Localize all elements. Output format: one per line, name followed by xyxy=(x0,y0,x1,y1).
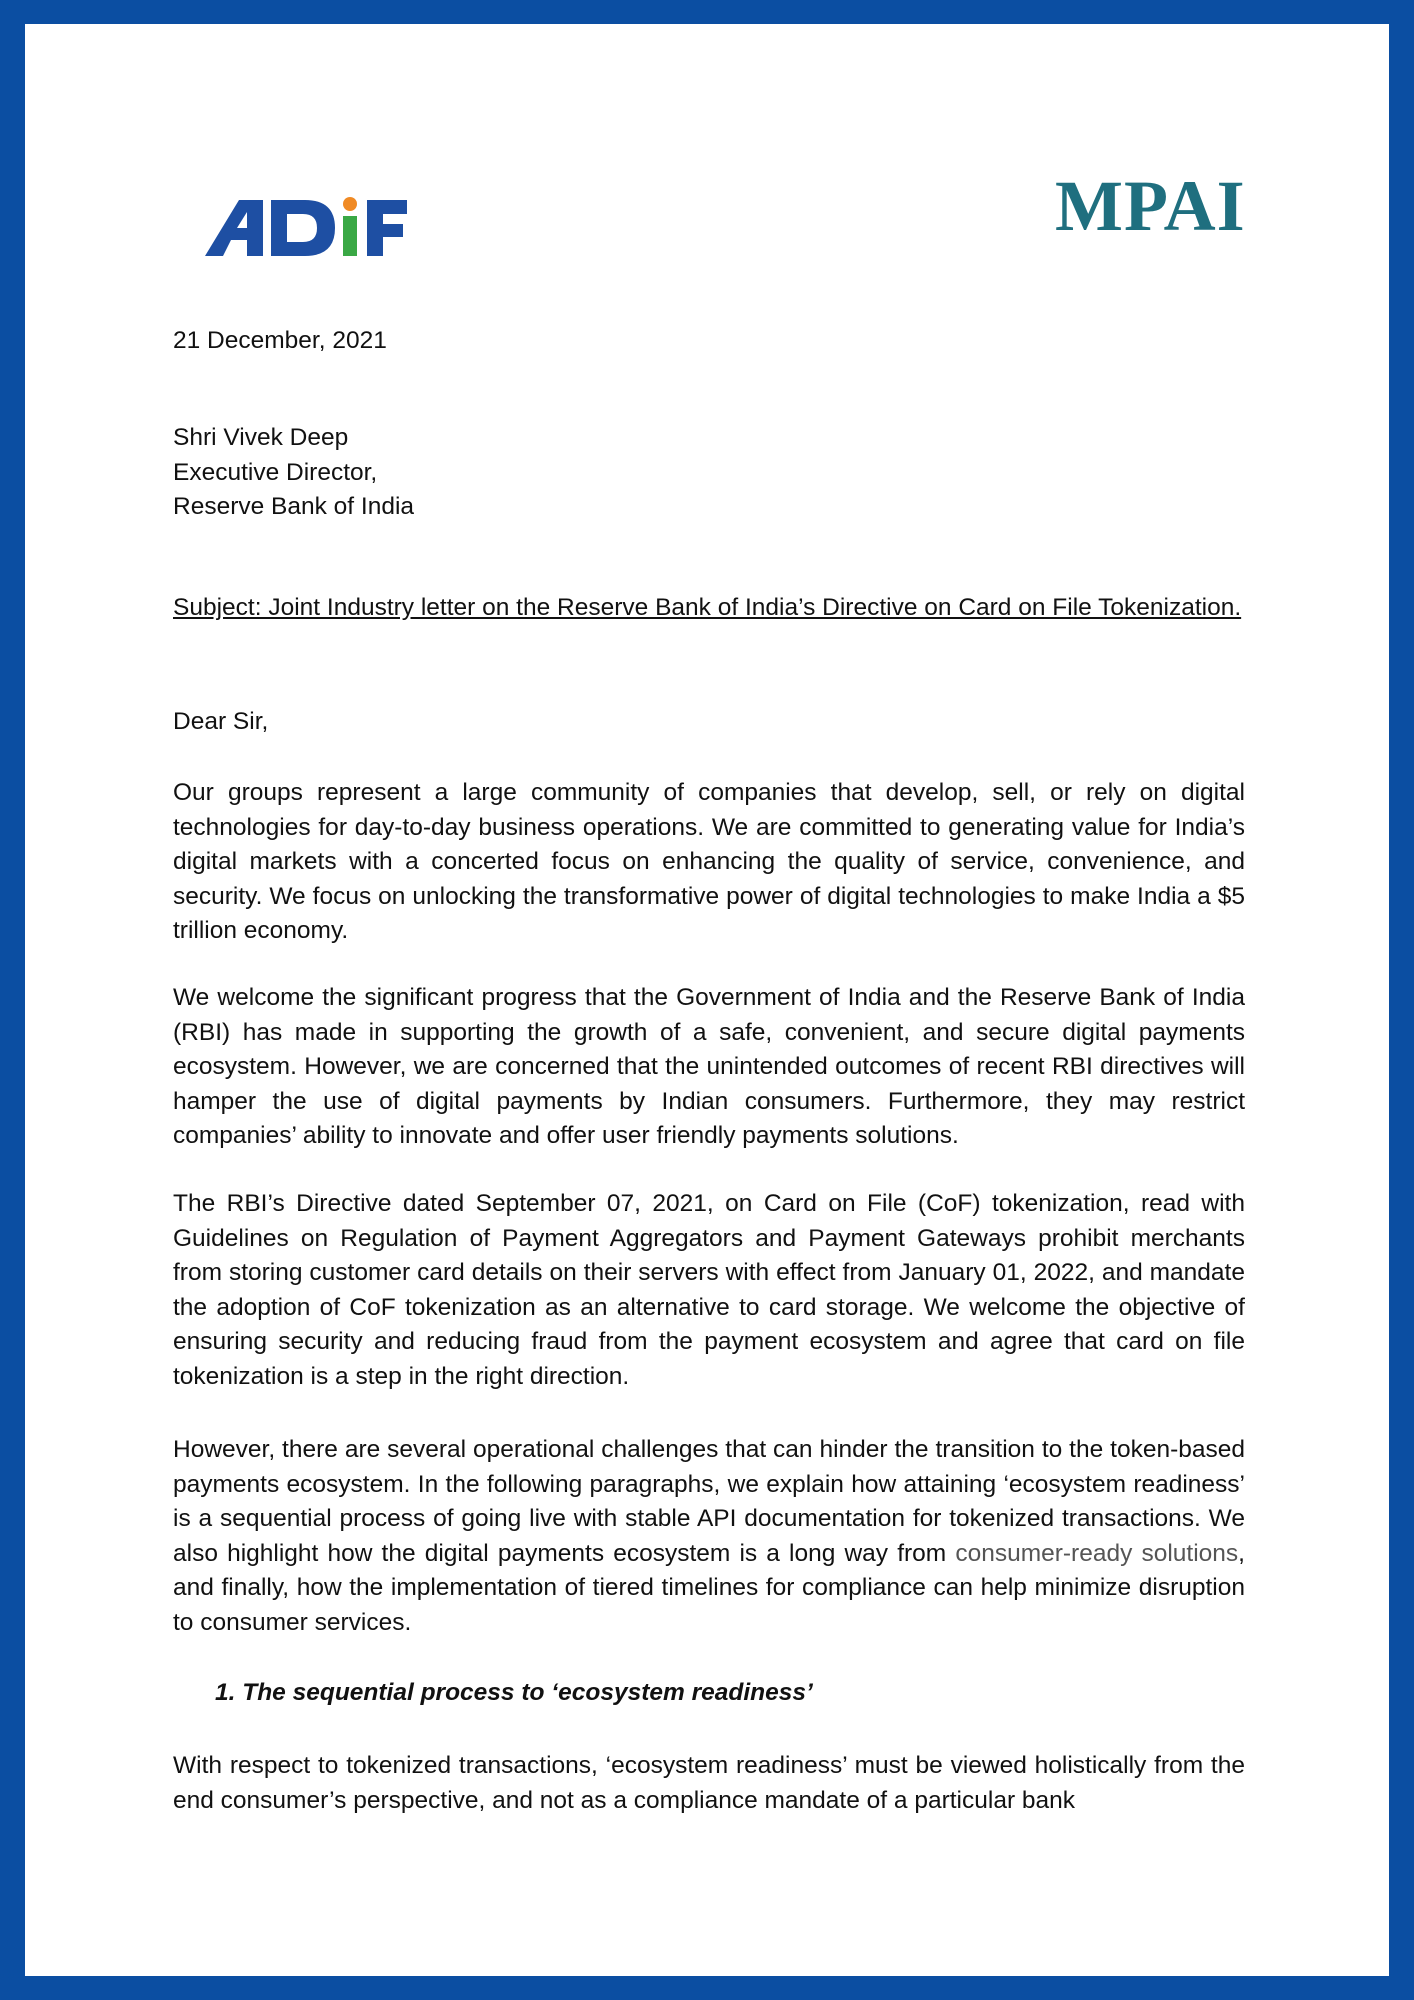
letter-page xyxy=(25,24,1389,1976)
consumer-ready-link[interactable]: consumer-ready solutions xyxy=(955,1539,1239,1567)
paragraph-4-start: However, there are several operational challenges that can hinder the transition to the token-based payments ecosystem. In the following paragraphs, we explain how attaining ‘ecosystem readiness’ is a sequential process of going live with stable API documentation for tokenized transactions. We also highlight how the digital payments ecosystem is a long way from xyxy=(173,1436,1245,1567)
paragraph-5: With respect to tokenized transactions, ‘ecosystem readiness’ must be viewed holistically from the end consumer’s perspective, and not as a compliance mandate of a particular bank xyxy=(173,1752,1245,1814)
paragraph-3: The RBI’s Directive dated September 07, 2021, on Card on File (CoF) tokenization, read with Guidelines on Regulation of Payment Aggregators and Payment Gateways prohibit merchants from storing customer card details on their servers with effect from January 01, 2022, and mandate the adoption of CoF tokenization as an alternative to card storage. We welcome the objective of ensuring security and reducing fraud from the payment ecosystem and agree that card on file tokenization is a step in the right direction. xyxy=(173,1190,1245,1390)
adif-logo xyxy=(201,174,411,264)
subject-line: Subject: Joint Industry letter on the Reserve Bank of India’s Directive on Card on File Tokenization. xyxy=(173,594,1242,621)
paragraph-2: We welcome the significant progress that the Government of India and the Reserve Bank of India (RBI) has made in supporting the growth of a safe, convenient, and secure digital payments ecosystem. However, we are concerned that the unintended outcomes of recent RBI directives will hamper the use of digital payments by Indian consumers. Furthermore, they may restrict companies’ ability to innovate and offer user friendly payments solutions. xyxy=(173,984,1245,1149)
recipient-address xyxy=(173,421,1245,525)
recipient-name: Shri Vivek Deep xyxy=(173,424,349,451)
recipient-organization: Reserve Bank of India xyxy=(173,493,415,520)
recipient-title: Executive Director, xyxy=(173,458,378,486)
section-heading-1: 1. The sequential process to ‘ecosystem readiness’ xyxy=(215,1679,813,1706)
mpai-logo: MPAI xyxy=(1055,166,1246,246)
paragraph-4-end: , and finally, how the implementation of tiered timelines for compliance can help minimize disruption to consumer services. xyxy=(173,1539,1245,1636)
paragraph-1: Our groups represent a large community of companies that develop, sell, or rely on digital technologies for day-to-day business operations. We are committed to generating value for India’s digital markets with a concerted focus on enhancing the quality of service, convenience, and security. We focus on unlocking the transformative power of digital technologies to make India a $5 trillion economy. xyxy=(173,779,1245,944)
letter-date: 21 December, 2021 xyxy=(173,327,387,354)
salutation: Dear Sir, xyxy=(173,708,269,735)
paragraph-4 xyxy=(173,1433,1245,1640)
